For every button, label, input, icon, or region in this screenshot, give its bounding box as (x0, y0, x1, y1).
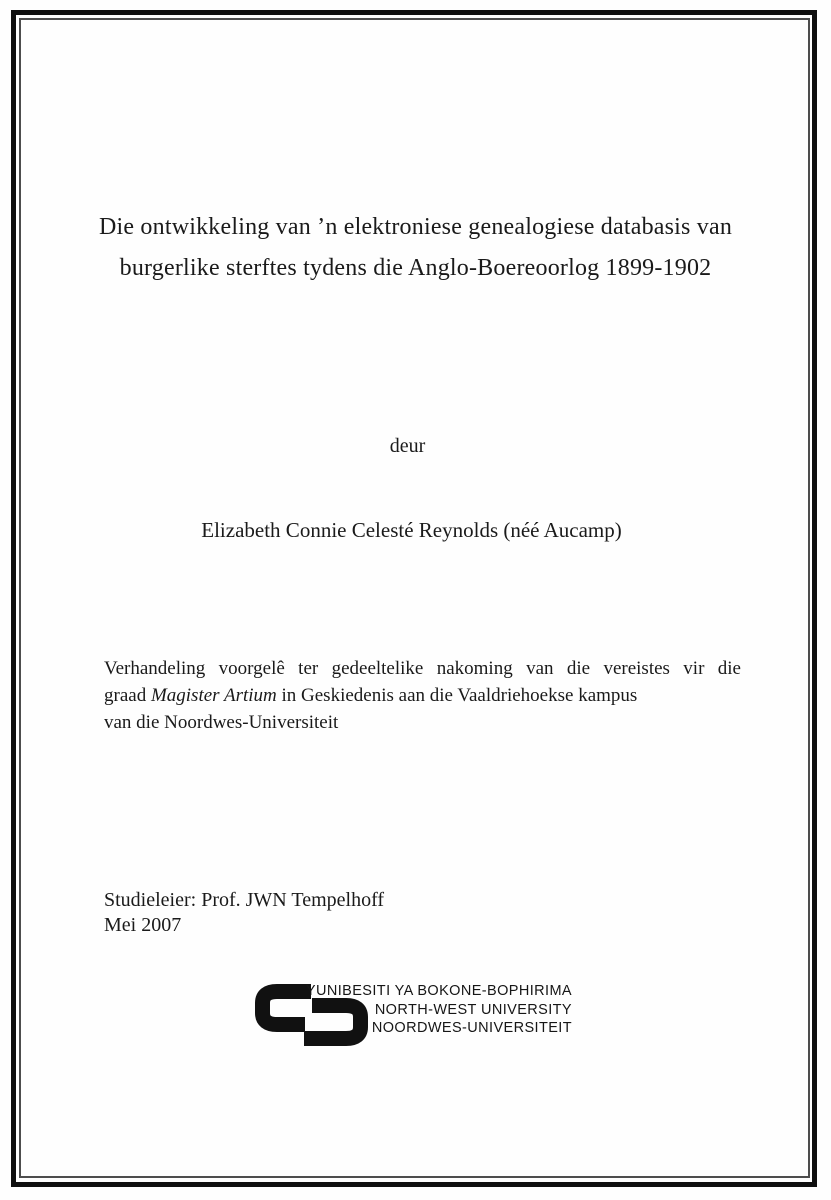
degree-statement-line1: Verhandeling voorgelê ter gedeeltelike nakoming van die vereistes vir die (104, 658, 741, 679)
supervisor-block (104, 888, 384, 938)
supervisor-line: Studieleier: Prof. JWN Tempelhoff (104, 889, 385, 911)
degree-statement (104, 655, 741, 736)
byline-preposition: deur (389, 435, 426, 457)
degree-statement-line3: van die Noordwes-Universiteit (104, 712, 339, 733)
thesis-title-line2: burgerlike sterftes tydens die Anglo-Boereoorlog 1899-1902 (119, 255, 712, 281)
degree-name-italic: Magister Artium (150, 685, 277, 706)
university-logo-text-english: NORTH-WEST UNIVERSITY (374, 1001, 572, 1018)
university-logo-text-afrikaans: NOORDWES-UNIVERSITEIT (371, 1020, 572, 1036)
degree-statement-line2-pre: graad (104, 685, 151, 706)
date-line: Mei 2007 (104, 914, 182, 936)
degree-statement-line2-post: in Geskiedenis aan die Vaaldriehoekse kampus (276, 685, 638, 706)
degree-statement-line2 (104, 682, 741, 709)
thesis-title (45, 207, 786, 289)
university-logo-text-setswana: YUNIBESITI YA BOKONE-BOPHIRIMA (305, 983, 572, 999)
university-logo-text (292, 982, 572, 1038)
author-name: Elizabeth Connie Celesté Reynolds (néé Aucamp) (201, 518, 622, 542)
thesis-title-line1: Die ontwikkeling van ’n elektroniese genealogiese databasis van (98, 214, 733, 240)
